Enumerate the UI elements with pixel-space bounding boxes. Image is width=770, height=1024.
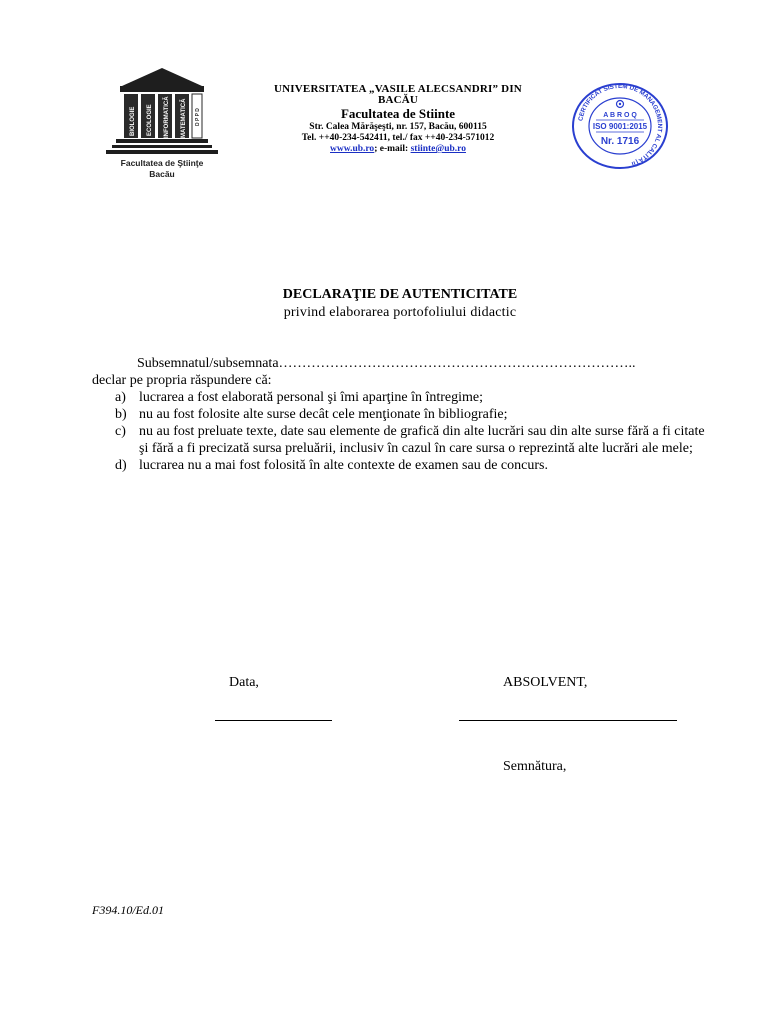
university-name-line2: BACĂU <box>377 94 419 106</box>
logo-column-text: ECOLOGIE <box>147 104 153 136</box>
graduate-signature-line[interactable] <box>459 720 677 721</box>
phone: Tel. ++40-234-542411, tel./ fax ++40-234-571012 <box>301 133 495 143</box>
list-item <box>92 423 712 457</box>
list-item <box>92 389 712 406</box>
iso-seal <box>570 82 670 170</box>
university-name: UNIVERSITATEA „VASILE ALECSANDRI” DIN <box>274 83 522 95</box>
seal-ring-text: CERTIFICAT SISTEM DE MANAGEMENT AL CALITĂŢII <box>577 82 664 168</box>
seal-icon <box>570 82 670 170</box>
logo-column-text: MATEMATICĂ <box>181 98 187 138</box>
university-header <box>260 84 536 155</box>
logo-column-text: INFORMATICĂ <box>164 96 170 138</box>
graduate-label: ABSOLVENT, <box>503 675 588 690</box>
list-item-text: nu au fost folosite alte surse decât cele menţionate în bibliografie; <box>139 407 508 422</box>
subscribed-line: Subsemnatul/subsemnata………………………………………………………………….. <box>137 356 636 371</box>
declaration-list <box>92 389 712 474</box>
contact-links <box>260 144 536 155</box>
declare-line: declar pe propria răspundere că: <box>92 373 272 388</box>
date-signature-line[interactable] <box>215 720 332 721</box>
logo-caption-line: Bacău <box>149 169 175 179</box>
document-subtitle: privind elaborarea portofoliului didactic <box>283 305 517 320</box>
signature-label: Semnătura, <box>503 759 567 774</box>
faculty-name: Facultatea de Stiinte <box>340 106 456 121</box>
date-label: Data, <box>229 675 259 690</box>
logo-column-text: BIOLOGIE <box>130 106 136 136</box>
website-link[interactable]: www.ub.ro <box>330 144 375 154</box>
logo-caption-line: Facultatea de Ştiinţe <box>120 158 204 168</box>
email-link[interactable]: stiinte@ub.ro <box>410 144 466 154</box>
seal-standard: ISO 9001:2015 <box>592 122 648 131</box>
list-item-text: lucrarea nu a mai fost folosită în alte contexte de examen sau de concurs. <box>139 458 548 473</box>
list-item-text: nu au fost preluate texte, date sau elemente de grafică din alte lucrări sau din alte surse fără a fi citate şi fără a fi precizată sursa preluării, inclusiv în cazul în care sursa o reprezintă alte lucrări ale mele; <box>139 424 705 456</box>
building-icon <box>104 66 220 166</box>
list-item-text: lucrarea a fost elaborată personal şi îmi aparţine în întregime; <box>139 390 484 405</box>
list-item <box>92 406 712 423</box>
seal-org: A B R O Q <box>603 112 637 119</box>
document-title: DECLARAŢIE DE AUTENTICITATE <box>282 287 518 302</box>
list-marker: b) <box>115 407 127 422</box>
list-item <box>92 457 712 474</box>
document-title-block <box>0 286 770 321</box>
address: Str. Calea Mărăşeşti, nr. 157, Bacău, 600115 <box>309 122 487 132</box>
logo-caption <box>100 158 224 180</box>
email-label: ; e-mail: <box>374 144 409 154</box>
logo-column-text: D P P D <box>195 108 201 126</box>
seal-number: Nr. 1716 <box>600 136 640 147</box>
form-code: F394.10/Ed.01 <box>92 903 164 917</box>
list-marker: c) <box>115 424 126 439</box>
list-marker: d) <box>115 458 127 473</box>
list-marker: a) <box>115 390 126 405</box>
